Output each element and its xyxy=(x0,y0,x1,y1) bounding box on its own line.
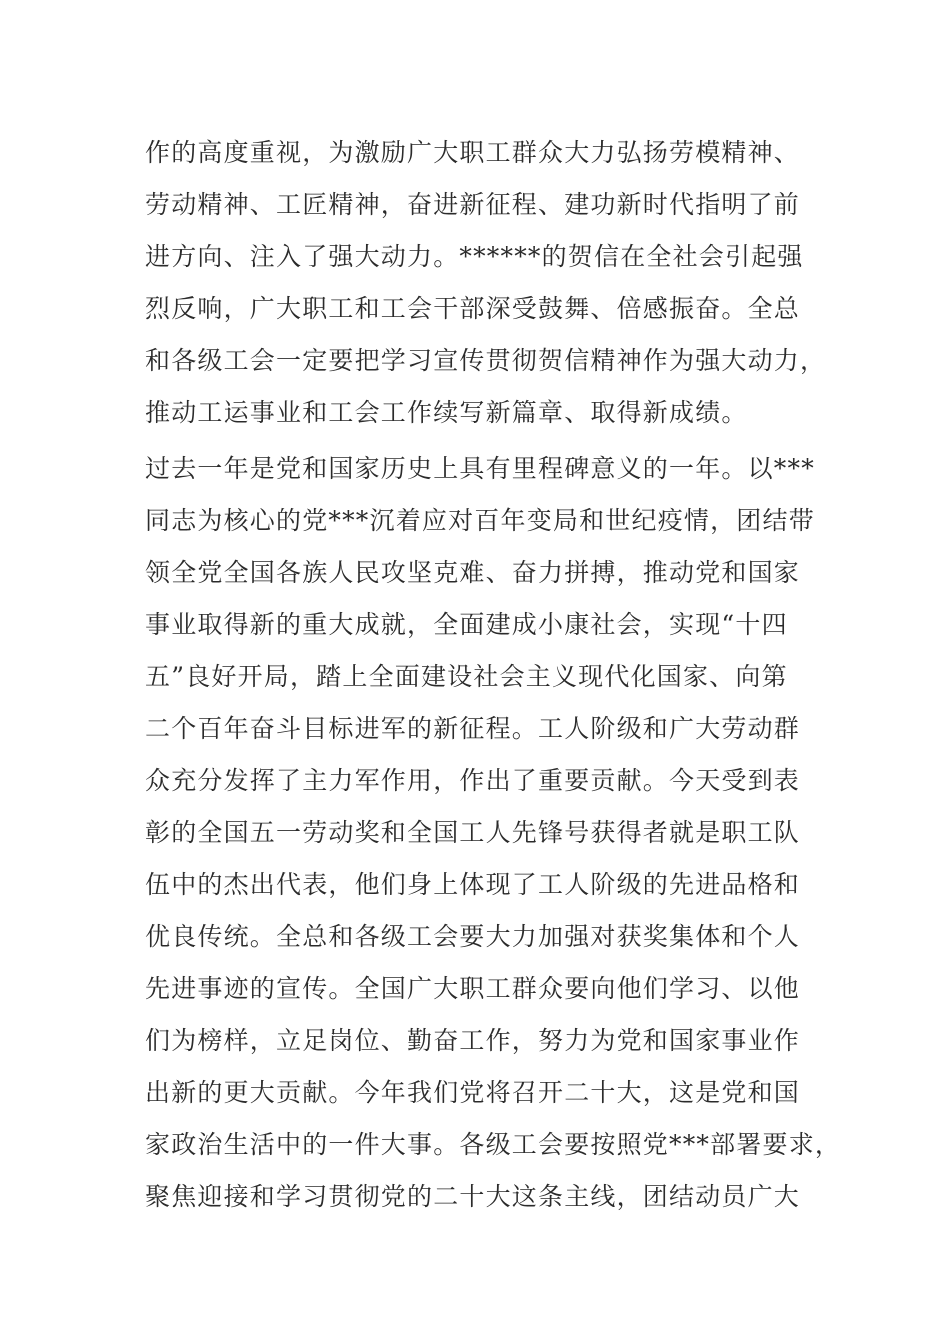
paragraph-line: 先进事迹的宣传。全国广大职工群众要向他们学习、以他 xyxy=(145,974,801,1003)
paragraph-line: 们为榜样，立足岗位、勤奋工作，努力为党和国家事业作 xyxy=(145,1026,801,1055)
paragraph-line: 出新的更大贡献。今年我们党将召开二十大，这是党和国 xyxy=(145,1078,801,1107)
paragraph-2 xyxy=(145,443,842,1223)
paragraph-line: 和各级工会一定要把学习宣传贯彻贺信精神作为强大动力， xyxy=(145,346,827,375)
paragraph-line: 作的高度重视，为激励广大职工群众大力弘扬劳模精神、 xyxy=(145,138,801,167)
paragraph-line: 领全党全国各族人民攻坚克难、奋力拼搏，推动党和国家 xyxy=(145,558,801,587)
paragraph-line: 推动工运事业和工会工作续写新篇章、取得新成绩。 xyxy=(145,398,748,427)
paragraph-line: 事业取得新的重大成就，全面建成小康社会，实现“十四 xyxy=(145,610,788,639)
paragraph-line: 聚焦迎接和学习贯彻党的二十大这条主线，团结动员广大 xyxy=(145,1182,801,1211)
paragraph-line: 伍中的杰出代表，他们身上体现了工人阶级的先进品格和 xyxy=(145,870,801,899)
paragraph-line: 烈反响，广大职工和工会干部深受鼓舞、倍感振奋。全总 xyxy=(145,294,801,323)
paragraph-line: 劳动精神、工匠精神，奋进新征程、建功新时代指明了前 xyxy=(145,190,801,219)
paragraph-line: 进方向、注入了强大动力。******的贺信在全社会引起强 xyxy=(145,242,804,271)
paragraph-line: 众充分发挥了主力军作用，作出了重要贡献。今天受到表 xyxy=(145,766,801,795)
paragraph-line: 彰的全国五一劳动奖和全国工人先锋号获得者就是职工队 xyxy=(145,818,801,847)
paragraph-line: 同志为核心的党***沉着应对百年变局和世纪疫情，团结带 xyxy=(145,506,815,535)
paragraph-line: 五”良好开局，踏上全面建设社会主义现代化国家、向第 xyxy=(145,662,788,691)
paragraph-line: 二个百年奋斗目标进军的新征程。工人阶级和广大劳动群 xyxy=(145,714,801,743)
paragraph-line: 家政治生活中的一件大事。各级工会要按照党***部署要求， xyxy=(145,1130,842,1159)
paragraph-1 xyxy=(145,127,825,439)
paragraph-line: 过去一年是党和国家历史上具有里程碑意义的一年。以*** xyxy=(145,454,815,483)
paragraph-line: 优良传统。全总和各级工会要大力加强对获奖集体和个人 xyxy=(145,922,801,951)
